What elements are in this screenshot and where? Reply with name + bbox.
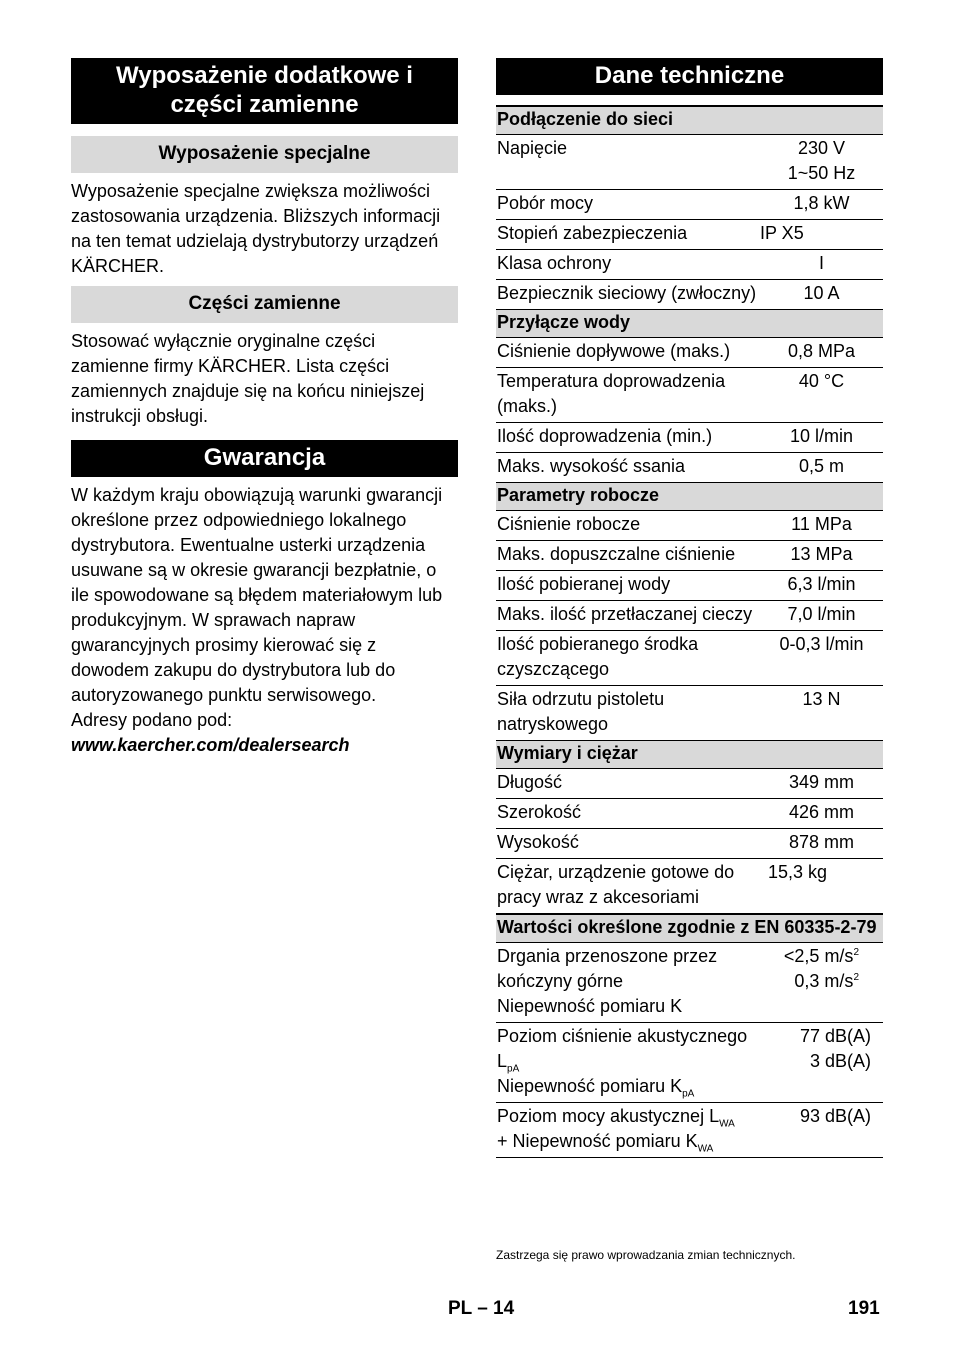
recoil-label: Siła odrzutu pistoletu natryskowego: [496, 686, 760, 741]
table-row: [496, 769, 883, 799]
table-row: [496, 135, 883, 190]
sound-power-label: Poziom mocy akustycznej L: [497, 1106, 720, 1126]
class-label: Klasa ochrony: [496, 250, 760, 280]
technical-changes-note: Zastrzega się prawo wprowadzania zmian technicznych.: [496, 1248, 796, 1262]
table-row: [496, 1103, 883, 1158]
table-row: [496, 1023, 883, 1103]
max-pressure-value: 13 MPa: [760, 541, 883, 571]
width-label: Szerokość: [496, 799, 760, 829]
sound-pressure-uncertainty-sub: pA: [682, 1088, 695, 1100]
table-row: [496, 601, 883, 631]
table-row: [496, 631, 883, 686]
table-row: [496, 453, 883, 483]
max-liquid-label: Maks. ilość przetłaczanej cieczy: [496, 601, 760, 631]
recoil-value: 13 N: [760, 686, 883, 741]
special-accessories-text: Wyposażenie specjalne zwiększa możliwości zastosowania urządzenia. Bliższych informacji na ten temat udzielają dystrybutorzy urządzeń KÄRCHER.: [71, 181, 441, 276]
dealer-search-link[interactable]: www.kaercher.com/dealersearch: [71, 735, 350, 755]
warranty-text: [71, 477, 458, 765]
warranty-heading: Gwarancja: [71, 440, 458, 477]
fuse-value: 10 A: [760, 280, 883, 310]
height-label: Wysokość: [496, 829, 760, 859]
section-operating-parameters: Parametry robocze: [496, 483, 883, 511]
table-row: [496, 511, 883, 541]
left-column: [71, 58, 458, 765]
table-row: [496, 859, 883, 915]
work-pressure-value: 11 MPa: [760, 511, 883, 541]
sound-pressure-value: 77 dB(A): [799, 1026, 871, 1046]
vibration-uncertainty-unit-sup: 2: [853, 972, 859, 983]
class-value: I: [760, 250, 883, 280]
sound-pressure-label: Poziom ciśnienie akustycznego L: [497, 1026, 748, 1071]
fuse-label: Bezpiecznik sieciowy (zwłoczny): [496, 280, 760, 310]
inlet-flow-label: Ilość doprowadzenia (min.): [496, 423, 760, 453]
protection-value: IP X5: [760, 220, 883, 250]
section-dimensions: Wymiary i ciężar: [496, 741, 883, 769]
table-row: [496, 220, 883, 250]
table-row: [496, 250, 883, 280]
section-power-supply: Podłączenie do sieci: [496, 106, 883, 135]
weight-value: 15,3 kg: [760, 859, 883, 915]
table-row: [496, 368, 883, 423]
inlet-flow-value: 10 l/min: [760, 423, 883, 453]
spare-parts-text: Stosować wyłącznie oryginalne części zamienne firmy KÄRCHER. Lista części zamiennych znajduje się na końcu niniejszej instrukcji obsługi.: [71, 331, 425, 426]
sound-power-uncertainty-sub: WA: [697, 1143, 714, 1155]
max-liquid-value: 7,0 l/min: [760, 601, 883, 631]
suction-label: Maks. wysokość ssania: [496, 453, 760, 483]
protection-label: Stopień zabezpieczenia: [496, 220, 760, 250]
table-row: [496, 571, 883, 601]
table-row: [496, 338, 883, 368]
address-label: Adresy podano pod:: [71, 710, 233, 730]
vibration-uncertainty-value: 0,3 m/s: [794, 971, 854, 991]
work-pressure-label: Ciśnienie robocze: [496, 511, 760, 541]
table-row: [496, 686, 883, 741]
table-row: [496, 943, 883, 1023]
special-accessories-heading: Wyposażenie specjalne: [71, 136, 458, 173]
inlet-temp-label: Temperatura doprowadzenia (maks.): [496, 368, 760, 423]
table-row: [496, 423, 883, 453]
sound-pressure-uncertainty-label: Niepewność pomiaru K: [497, 1076, 683, 1096]
water-intake-value: 6,3 l/min: [760, 571, 883, 601]
max-pressure-label: Maks. dopuszczalne ciśnienie: [496, 541, 760, 571]
sound-power-uncertainty-label: + Niepewność pomiaru K: [497, 1131, 698, 1151]
power-value: 1,8 kW: [760, 190, 883, 220]
table-row: [496, 541, 883, 571]
section-measured-values: Wartości określone zgodnie z EN 60335-2-79: [496, 914, 883, 943]
sound-power-value: 93 dB(A): [760, 1103, 883, 1158]
page-label: PL – 14: [448, 1298, 515, 1319]
spare-parts-heading: Części zamienne: [71, 286, 458, 323]
water-intake-label: Ilość pobieranej wody: [496, 571, 760, 601]
length-label: Długość: [496, 769, 760, 799]
table-row: [496, 280, 883, 310]
table-row: [496, 190, 883, 220]
sound-power-sub: WA: [719, 1118, 735, 1130]
frequency-value: 1~50 Hz: [787, 163, 856, 183]
voltage-label: Napięcie: [496, 135, 760, 190]
voltage-value: 230 V: [797, 138, 846, 158]
table-row: [496, 799, 883, 829]
vibration-label: Drgania przenoszone przez kończyny górne: [497, 946, 718, 991]
accessories-heading: Wyposażenie dodatkowe i części zamienne: [71, 58, 458, 124]
detergent-value: 0-0,3 l/min: [760, 631, 883, 686]
sound-pressure-sub: pA: [507, 1063, 520, 1075]
detergent-label: Ilość pobieranego środka czyszczącego: [496, 631, 760, 686]
width-value: 426 mm: [760, 799, 883, 829]
length-value: 349 mm: [760, 769, 883, 799]
inlet-pressure-value: 0,8 MPa: [760, 338, 883, 368]
sound-pressure-uncertainty-value: 3 dB(A): [809, 1051, 871, 1071]
suction-value: 0,5 m: [760, 453, 883, 483]
power-label: Pobór mocy: [496, 190, 760, 220]
warranty-body: W każdym kraju obowiązują warunki gwarancji określone przez odpowiedniego lokalnego dystrybutora. Ewentualne usterki urządzenia usuwane są w okresie gwarancji bezpłatnie, o ile spowodowane są błędem materiałowym lub produkcyjnym. W sprawach napraw gwarancyjnych prosimy kierować się z dowodem zakupu do dystrybutora lub do autoryzowanego punktu serwisowego.: [71, 485, 443, 705]
vibration-uncertainty-label: Niepewność pomiaru K: [497, 996, 683, 1016]
vibration-unit-sup: 2: [853, 947, 859, 958]
inlet-pressure-label: Ciśnienie dopływowe (maks.): [496, 338, 760, 368]
section-water-connection: Przyłącze wody: [496, 310, 883, 338]
weight-label: Ciężar, urządzenie gotowe do pracy wraz z akcesoriami: [496, 859, 760, 915]
inlet-temp-value: 40 °C: [760, 368, 883, 423]
technical-data-table: [496, 105, 883, 1158]
vibration-value: <2,5 m/s: [783, 946, 854, 966]
right-column: [496, 58, 883, 1158]
height-value: 878 mm: [760, 829, 883, 859]
table-row: [496, 829, 883, 859]
technical-data-heading: Dane techniczne: [496, 58, 883, 95]
page-number: 191: [848, 1298, 880, 1319]
